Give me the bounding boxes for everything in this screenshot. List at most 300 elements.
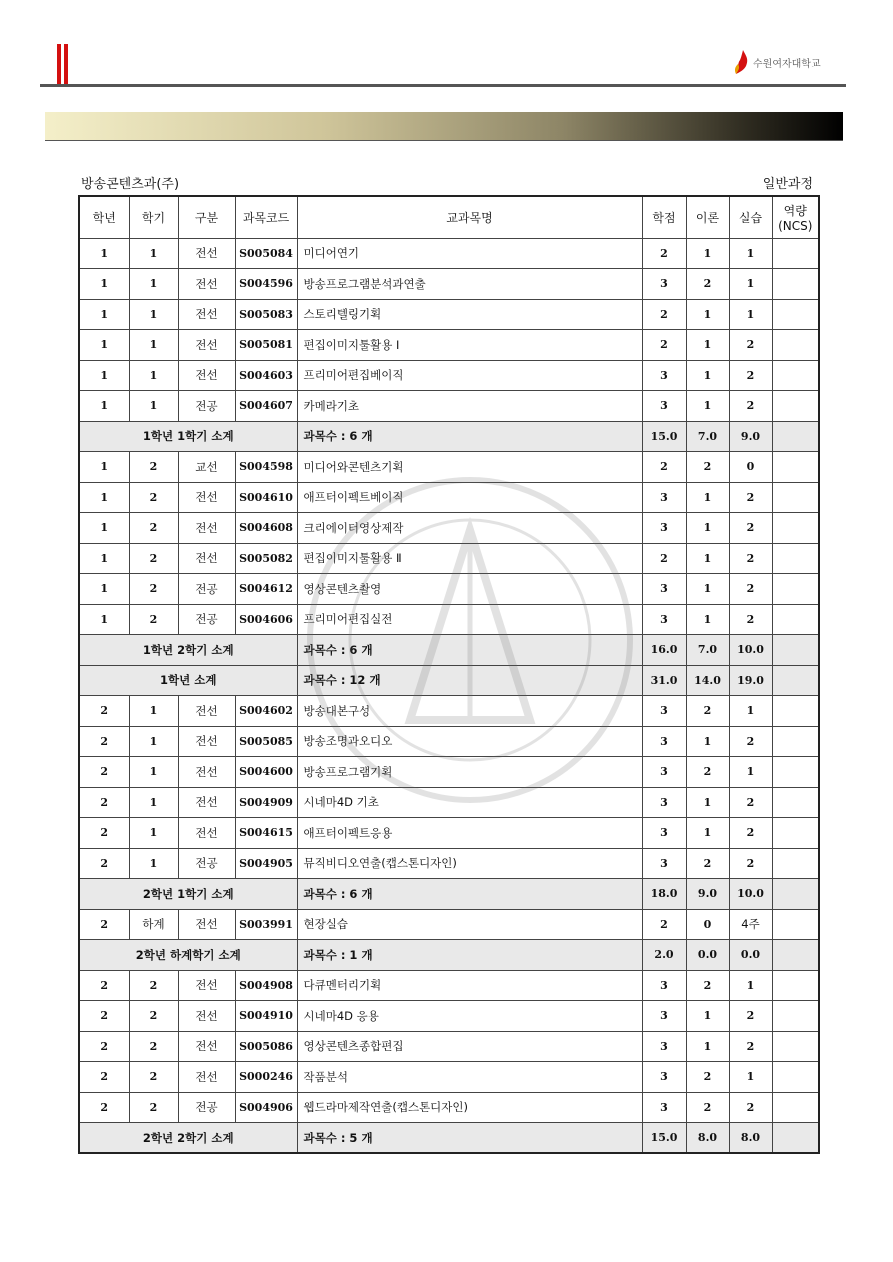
category-cell: 전선 [178, 1001, 235, 1032]
theory-cell: 2 [686, 1062, 729, 1093]
subtotal-row [79, 665, 819, 696]
practice-cell: 1 [729, 696, 772, 727]
ncs-cell [772, 1123, 819, 1154]
column-header: 구분 [178, 196, 235, 238]
subtotal-row [79, 879, 819, 910]
logo-text: 수원여자대학교 [753, 58, 821, 70]
theory-cell: 1 [686, 543, 729, 574]
course-code-cell: S003991 [235, 909, 297, 940]
ncs-cell [772, 757, 819, 788]
semester-cell: 1 [129, 696, 178, 727]
category-cell: 전선 [178, 818, 235, 849]
subtotal-row [79, 635, 819, 666]
course-row [79, 452, 819, 483]
course-name-cell: 프리미어편집베이직 [297, 360, 642, 391]
ncs-cell [772, 1031, 819, 1062]
course-code-cell: S005084 [235, 238, 297, 269]
course-row [79, 269, 819, 300]
band-underline [45, 140, 843, 141]
ncs-cell [772, 299, 819, 330]
course-code-cell: S004610 [235, 482, 297, 513]
course-name-cell: 스토리텔링기획 [297, 299, 642, 330]
category-cell: 전선 [178, 269, 235, 300]
ncs-cell [772, 848, 819, 879]
category-cell: 전선 [178, 1062, 235, 1093]
category-cell: 전선 [178, 513, 235, 544]
course-code-cell: S004596 [235, 269, 297, 300]
subtotal-label: 1학년 소계 [79, 665, 297, 696]
subtotal-label: 1학년 1학기 소계 [79, 421, 297, 452]
department-name: 방송콘텐츠과(주) [81, 177, 180, 192]
course-row [79, 1031, 819, 1062]
university-logo [734, 50, 821, 74]
year-cell: 2 [79, 1092, 129, 1123]
credits-cell: 15.0 [642, 1123, 686, 1154]
subtotal-label: 2학년 2학기 소계 [79, 1123, 297, 1154]
practice-cell: 2 [729, 574, 772, 605]
credits-cell: 3 [642, 696, 686, 727]
ncs-cell [772, 513, 819, 544]
credits-cell: 2 [642, 909, 686, 940]
category-cell: 전공 [178, 574, 235, 605]
ncs-cell [772, 909, 819, 940]
theory-cell: 1 [686, 238, 729, 269]
table-header-row [79, 196, 819, 238]
practice-cell: 0 [729, 452, 772, 483]
category-cell: 전공 [178, 1092, 235, 1123]
practice-cell: 4주 [729, 909, 772, 940]
course-row [79, 726, 819, 757]
course-count-cell: 과목수 : 1 개 [297, 940, 642, 971]
course-name-cell: 미디어연기 [297, 238, 642, 269]
practice-cell: 8.0 [729, 1123, 772, 1154]
ncs-cell [772, 1062, 819, 1093]
course-name-cell: 애프터이펙트응용 [297, 818, 642, 849]
theory-cell: 1 [686, 1031, 729, 1062]
theory-cell: 2 [686, 452, 729, 483]
category-cell: 전선 [178, 238, 235, 269]
theory-cell: 2 [686, 696, 729, 727]
theory-cell: 1 [686, 360, 729, 391]
practice-cell: 19.0 [729, 665, 772, 696]
subtotal-row [79, 421, 819, 452]
title-gradient-band [45, 112, 843, 140]
ncs-cell [772, 574, 819, 605]
year-cell: 1 [79, 452, 129, 483]
semester-cell: 2 [129, 604, 178, 635]
category-cell: 전선 [178, 757, 235, 788]
year-cell: 1 [79, 238, 129, 269]
course-row [79, 543, 819, 574]
course-row [79, 1001, 819, 1032]
course-name-cell: 편집이미지툴활용 Ⅰ [297, 330, 642, 361]
course-row [79, 299, 819, 330]
theory-cell: 7.0 [686, 421, 729, 452]
course-name-cell: 카메라기초 [297, 391, 642, 422]
course-name-cell: 영상콘텐츠종합편집 [297, 1031, 642, 1062]
theory-cell: 1 [686, 787, 729, 818]
category-cell: 전선 [178, 299, 235, 330]
year-cell: 1 [79, 513, 129, 544]
credits-cell: 3 [642, 360, 686, 391]
theory-cell: 1 [686, 818, 729, 849]
category-cell: 전선 [178, 482, 235, 513]
semester-cell: 2 [129, 1031, 178, 1062]
course-name-cell: 방송대본구성 [297, 696, 642, 727]
credits-cell: 2 [642, 299, 686, 330]
semester-cell: 1 [129, 238, 178, 269]
ncs-cell [772, 421, 819, 452]
semester-cell: 2 [129, 482, 178, 513]
practice-cell: 2 [729, 543, 772, 574]
semester-cell: 2 [129, 513, 178, 544]
practice-cell: 9.0 [729, 421, 772, 452]
course-name-cell: 애프터이펙트베이직 [297, 482, 642, 513]
category-cell: 전선 [178, 360, 235, 391]
course-code-cell: S005083 [235, 299, 297, 330]
course-code-cell: S004909 [235, 787, 297, 818]
credits-cell: 3 [642, 1031, 686, 1062]
semester-cell: 1 [129, 787, 178, 818]
credits-cell: 31.0 [642, 665, 686, 696]
course-count-cell: 과목수 : 12 개 [297, 665, 642, 696]
course-name-cell: 다큐멘터리기획 [297, 970, 642, 1001]
semester-cell: 1 [129, 330, 178, 361]
course-row [79, 1092, 819, 1123]
course-name-cell: 방송조명과오디오 [297, 726, 642, 757]
semester-cell: 하계 [129, 909, 178, 940]
practice-cell: 1 [729, 299, 772, 330]
semester-cell: 2 [129, 543, 178, 574]
practice-cell: 2 [729, 1031, 772, 1062]
credits-cell: 3 [642, 574, 686, 605]
theory-cell: 1 [686, 574, 729, 605]
category-cell: 전공 [178, 604, 235, 635]
practice-cell: 1 [729, 970, 772, 1001]
practice-cell: 10.0 [729, 879, 772, 910]
practice-cell: 2 [729, 1001, 772, 1032]
theory-cell: 14.0 [686, 665, 729, 696]
ncs-cell [772, 696, 819, 727]
category-cell: 전선 [178, 543, 235, 574]
practice-cell: 2 [729, 848, 772, 879]
theory-cell: 1 [686, 299, 729, 330]
semester-cell: 1 [129, 726, 178, 757]
course-code-cell: S004598 [235, 452, 297, 483]
year-cell: 2 [79, 909, 129, 940]
credits-cell: 3 [642, 726, 686, 757]
course-name-cell: 크리에이터영상제작 [297, 513, 642, 544]
ncs-cell [772, 604, 819, 635]
ncs-cell [772, 635, 819, 666]
course-code-cell: S005081 [235, 330, 297, 361]
course-row [79, 513, 819, 544]
course-code-cell: S000246 [235, 1062, 297, 1093]
category-cell: 교선 [178, 452, 235, 483]
year-cell: 2 [79, 696, 129, 727]
credits-cell: 16.0 [642, 635, 686, 666]
credits-cell: 2 [642, 543, 686, 574]
course-code-cell: S004603 [235, 360, 297, 391]
semester-cell: 1 [129, 848, 178, 879]
credits-cell: 3 [642, 604, 686, 635]
semester-cell: 2 [129, 1062, 178, 1093]
course-row [79, 482, 819, 513]
column-header: 실습 [729, 196, 772, 238]
category-cell: 전선 [178, 787, 235, 818]
category-cell: 전선 [178, 696, 235, 727]
credits-cell: 3 [642, 513, 686, 544]
course-row [79, 574, 819, 605]
semester-cell: 2 [129, 1092, 178, 1123]
theory-cell: 9.0 [686, 879, 729, 910]
year-cell: 1 [79, 330, 129, 361]
ncs-cell [772, 665, 819, 696]
category-cell: 전공 [178, 391, 235, 422]
practice-cell: 2 [729, 482, 772, 513]
course-code-cell: S004606 [235, 604, 297, 635]
course-row [79, 970, 819, 1001]
practice-cell: 1 [729, 757, 772, 788]
course-code-cell: S004906 [235, 1092, 297, 1123]
theory-cell: 2 [686, 757, 729, 788]
ncs-cell [772, 879, 819, 910]
year-cell: 1 [79, 299, 129, 330]
year-cell: 2 [79, 757, 129, 788]
year-cell: 1 [79, 360, 129, 391]
logo-flame-icon [734, 50, 750, 74]
practice-cell: 2 [729, 604, 772, 635]
course-code-cell: S004615 [235, 818, 297, 849]
theory-cell: 1 [686, 391, 729, 422]
practice-cell: 2 [729, 726, 772, 757]
column-header: 학기 [129, 196, 178, 238]
subtotal-row [79, 940, 819, 971]
credits-cell: 2.0 [642, 940, 686, 971]
course-code-cell: S005085 [235, 726, 297, 757]
category-cell: 전선 [178, 970, 235, 1001]
ncs-cell [772, 1001, 819, 1032]
year-cell: 2 [79, 787, 129, 818]
course-code-cell: S004905 [235, 848, 297, 879]
practice-cell: 1 [729, 238, 772, 269]
course-name-cell: 현장실습 [297, 909, 642, 940]
category-cell: 전선 [178, 726, 235, 757]
semester-cell: 2 [129, 574, 178, 605]
semester-cell: 2 [129, 1001, 178, 1032]
practice-cell: 2 [729, 391, 772, 422]
credits-cell: 15.0 [642, 421, 686, 452]
column-header: 학년 [79, 196, 129, 238]
credits-cell: 2 [642, 330, 686, 361]
semester-cell: 1 [129, 269, 178, 300]
course-name-cell: 미디어와콘텐츠기획 [297, 452, 642, 483]
course-row [79, 604, 819, 635]
practice-cell: 1 [729, 269, 772, 300]
practice-cell: 2 [729, 1092, 772, 1123]
theory-cell: 2 [686, 970, 729, 1001]
ncs-cell [772, 726, 819, 757]
ncs-cell [772, 360, 819, 391]
ncs-cell [772, 330, 819, 361]
year-cell: 2 [79, 1001, 129, 1032]
theory-cell: 0.0 [686, 940, 729, 971]
year-cell: 1 [79, 543, 129, 574]
credits-cell: 3 [642, 269, 686, 300]
course-row [79, 696, 819, 727]
category-cell: 전공 [178, 848, 235, 879]
year-cell: 1 [79, 269, 129, 300]
theory-cell: 2 [686, 1092, 729, 1123]
course-name-cell: 시네마4D 응용 [297, 1001, 642, 1032]
course-code-cell: S004607 [235, 391, 297, 422]
credits-cell: 3 [642, 757, 686, 788]
course-code-cell: S005086 [235, 1031, 297, 1062]
practice-cell: 2 [729, 513, 772, 544]
course-name-cell: 작품분석 [297, 1062, 642, 1093]
course-count-cell: 과목수 : 6 개 [297, 421, 642, 452]
column-header: 이론 [686, 196, 729, 238]
year-cell: 1 [79, 391, 129, 422]
year-cell: 2 [79, 818, 129, 849]
header-red-bar [57, 44, 61, 84]
ncs-cell [772, 970, 819, 1001]
practice-cell: 2 [729, 818, 772, 849]
year-cell: 2 [79, 970, 129, 1001]
ncs-cell [772, 1092, 819, 1123]
course-row [79, 360, 819, 391]
credits-cell: 3 [642, 1092, 686, 1123]
year-cell: 2 [79, 1062, 129, 1093]
subtotal-row [79, 1123, 819, 1154]
course-name-cell: 시네마4D 기초 [297, 787, 642, 818]
theory-cell: 0 [686, 909, 729, 940]
credits-cell: 3 [642, 391, 686, 422]
semester-cell: 1 [129, 299, 178, 330]
course-row [79, 238, 819, 269]
credits-cell: 3 [642, 848, 686, 879]
course-row [79, 757, 819, 788]
theory-cell: 1 [686, 604, 729, 635]
practice-cell: 2 [729, 787, 772, 818]
theory-cell: 2 [686, 269, 729, 300]
subtotal-label: 2학년 하계학기 소계 [79, 940, 297, 971]
semester-cell: 2 [129, 970, 178, 1001]
semester-cell: 1 [129, 818, 178, 849]
practice-cell: 10.0 [729, 635, 772, 666]
theory-cell: 1 [686, 726, 729, 757]
course-code-cell: S004600 [235, 757, 297, 788]
course-row [79, 330, 819, 361]
credits-cell: 3 [642, 787, 686, 818]
header-red-bar [64, 44, 68, 84]
course-code-cell: S004608 [235, 513, 297, 544]
course-row [79, 1062, 819, 1093]
ncs-cell [772, 238, 819, 269]
credits-cell: 18.0 [642, 879, 686, 910]
course-name-cell: 방송프로그램분석과연출 [297, 269, 642, 300]
year-cell: 2 [79, 726, 129, 757]
ncs-cell [772, 940, 819, 971]
semester-cell: 1 [129, 757, 178, 788]
ncs-cell [772, 391, 819, 422]
credits-cell: 3 [642, 1062, 686, 1093]
course-code-cell: S005082 [235, 543, 297, 574]
credits-cell: 3 [642, 482, 686, 513]
column-header: 교과목명 [297, 196, 642, 238]
year-cell: 1 [79, 482, 129, 513]
theory-cell: 1 [686, 482, 729, 513]
course-code-cell: S004602 [235, 696, 297, 727]
course-row [79, 818, 819, 849]
course-name-cell: 뮤직비디오연출(캡스톤디자인) [297, 848, 642, 879]
course-name-cell: 영상콘텐츠촬영 [297, 574, 642, 605]
credits-cell: 3 [642, 970, 686, 1001]
theory-cell: 2 [686, 848, 729, 879]
column-header: 학점 [642, 196, 686, 238]
course-count-cell: 과목수 : 6 개 [297, 635, 642, 666]
course-row [79, 909, 819, 940]
course-code-cell: S004910 [235, 1001, 297, 1032]
year-cell: 1 [79, 574, 129, 605]
category-cell: 전선 [178, 330, 235, 361]
course-row [79, 848, 819, 879]
ncs-cell [772, 787, 819, 818]
course-code-cell: S004908 [235, 970, 297, 1001]
course-count-cell: 과목수 : 6 개 [297, 879, 642, 910]
practice-cell: 1 [729, 1062, 772, 1093]
course-code-cell: S004612 [235, 574, 297, 605]
year-cell: 2 [79, 848, 129, 879]
ncs-cell [772, 269, 819, 300]
column-header: 역량 (NCS) [772, 196, 819, 238]
ncs-cell [772, 543, 819, 574]
curriculum-type: 일반과정 [762, 177, 813, 192]
curriculum-table [78, 195, 820, 1154]
credits-cell: 3 [642, 1001, 686, 1032]
category-cell: 전선 [178, 909, 235, 940]
credits-cell: 2 [642, 452, 686, 483]
semester-cell: 1 [129, 391, 178, 422]
year-cell: 1 [79, 604, 129, 635]
theory-cell: 1 [686, 1001, 729, 1032]
practice-cell: 2 [729, 360, 772, 391]
ncs-cell [772, 818, 819, 849]
credits-cell: 2 [642, 238, 686, 269]
theory-cell: 7.0 [686, 635, 729, 666]
practice-cell: 0.0 [729, 940, 772, 971]
course-row [79, 787, 819, 818]
semester-cell: 2 [129, 452, 178, 483]
year-cell: 2 [79, 1031, 129, 1062]
category-cell: 전선 [178, 1031, 235, 1062]
credits-cell: 3 [642, 818, 686, 849]
course-name-cell: 웹드라마제작연출(캡스톤디자인) [297, 1092, 642, 1123]
theory-cell: 1 [686, 330, 729, 361]
theory-cell: 1 [686, 513, 729, 544]
column-header: 과목코드 [235, 196, 297, 238]
subtotal-label: 2학년 1학기 소계 [79, 879, 297, 910]
course-count-cell: 과목수 : 5 개 [297, 1123, 642, 1154]
ncs-cell [772, 482, 819, 513]
course-name-cell: 프리미어편집실전 [297, 604, 642, 635]
ncs-cell [772, 452, 819, 483]
table-body [79, 238, 819, 1153]
semester-cell: 1 [129, 360, 178, 391]
practice-cell: 2 [729, 330, 772, 361]
header-divider [40, 84, 846, 87]
course-row [79, 391, 819, 422]
